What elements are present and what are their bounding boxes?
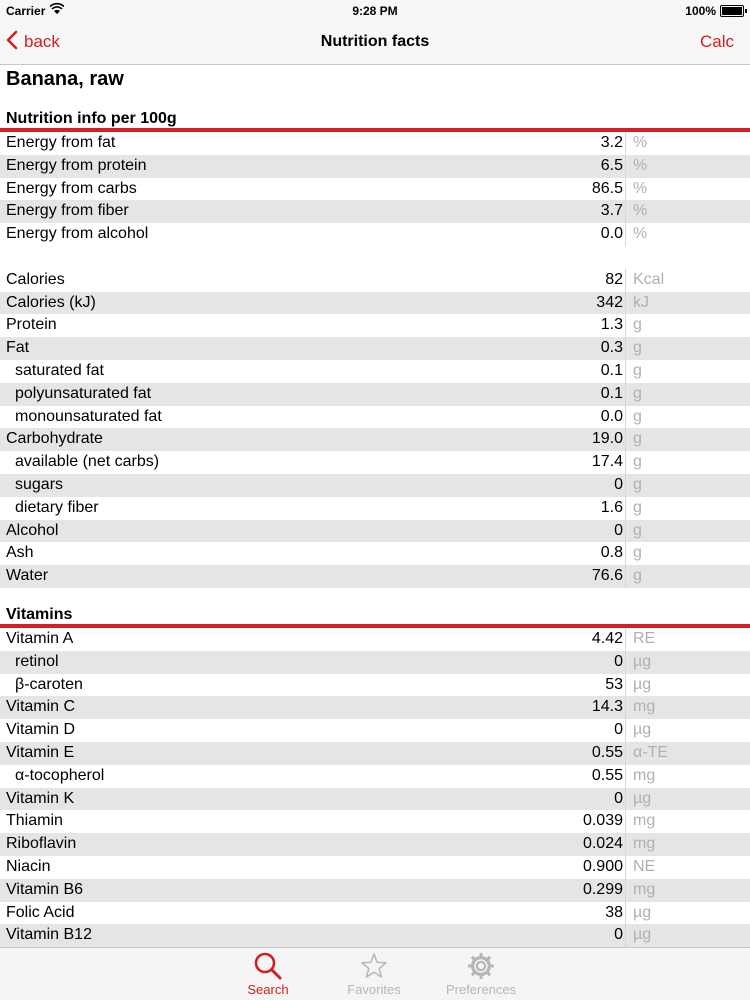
row-unit: % <box>625 178 647 201</box>
row-label: polyunsaturated fat <box>15 384 152 402</box>
table-row <box>0 651 750 674</box>
table-row <box>0 788 750 811</box>
battery-percent: 100% <box>685 4 716 18</box>
table-row <box>0 269 750 292</box>
row-unit: g <box>625 542 642 565</box>
tab-favorites[interactable] <box>324 950 424 997</box>
table-row <box>0 742 750 765</box>
row-label: Vitamin K <box>6 789 75 807</box>
row-value: 0 <box>614 926 623 944</box>
row-label: Calories (kJ) <box>6 293 96 311</box>
row-unit: g <box>625 337 642 360</box>
row-value: 14.3 <box>591 698 623 716</box>
table-row <box>0 314 750 337</box>
row-unit: mg <box>625 810 655 833</box>
table-row <box>0 155 750 178</box>
row-value: 19.0 <box>591 430 623 448</box>
section-header-vitamins: Vitamins <box>0 600 750 628</box>
row-label: Vitamin B12 <box>6 926 92 944</box>
row-label: Vitamin D <box>6 721 76 739</box>
table-row <box>0 719 750 742</box>
row-label: saturated fat <box>15 361 104 379</box>
row-value: 0.1 <box>600 384 623 402</box>
table-row <box>0 833 750 856</box>
row-value: 342 <box>596 293 623 311</box>
row-unit: mg <box>625 696 655 719</box>
row-unit: kJ <box>625 292 649 315</box>
search-icon <box>218 950 318 982</box>
row-unit: g <box>625 497 642 520</box>
row-unit: g <box>625 383 642 406</box>
table-row <box>0 360 750 383</box>
row-label: Niacin <box>6 857 51 875</box>
row-unit: µg <box>625 674 651 697</box>
row-value: 0 <box>614 521 623 539</box>
nutrients-table <box>0 269 750 588</box>
star-icon <box>324 950 424 982</box>
row-unit: g <box>625 406 642 429</box>
table-row <box>0 674 750 697</box>
row-label: Vitamin C <box>6 698 76 716</box>
tab-search[interactable] <box>218 950 318 997</box>
row-value: 1.6 <box>600 498 623 516</box>
row-value: 0.3 <box>600 339 623 357</box>
table-row <box>0 542 750 565</box>
table-row <box>0 474 750 497</box>
row-unit: g <box>625 360 642 383</box>
row-unit: mg <box>625 765 655 788</box>
row-label: monounsaturated fat <box>15 407 162 425</box>
row-label: β-caroten <box>15 675 83 693</box>
battery-icon <box>720 5 744 17</box>
table-row <box>0 902 750 925</box>
row-unit: g <box>625 428 642 451</box>
table-row <box>0 924 750 947</box>
row-label: Riboflavin <box>6 835 77 853</box>
row-unit: % <box>625 132 647 155</box>
row-label: Folic Acid <box>6 903 75 921</box>
back-label: back <box>24 32 60 51</box>
row-value: 0.1 <box>600 361 623 379</box>
table-row <box>0 337 750 360</box>
row-value: 38 <box>605 903 623 921</box>
row-label: Thiamin <box>6 812 63 830</box>
row-value: 86.5 <box>591 179 623 197</box>
table-row <box>0 292 750 315</box>
row-label: Energy from alcohol <box>6 225 149 243</box>
row-value: 82 <box>605 270 623 288</box>
section-header-nutrition-info: Nutrition info per 100g <box>0 104 750 132</box>
row-value: 3.7 <box>600 202 623 220</box>
row-unit: g <box>625 314 642 337</box>
row-label: retinol <box>15 652 59 670</box>
calc-button[interactable]: Calc <box>699 32 734 51</box>
row-unit: g <box>625 520 642 543</box>
tab-bar <box>0 947 750 1000</box>
nutrition-content[interactable] <box>0 64 750 948</box>
row-unit: µg <box>625 788 651 811</box>
row-value: 0.039 <box>582 812 623 830</box>
carrier-label: Carrier <box>6 4 46 18</box>
row-unit: NE <box>625 856 655 879</box>
row-value: 0.8 <box>600 544 623 562</box>
table-row <box>0 223 750 246</box>
row-value: 0.299 <box>582 880 623 898</box>
table-row <box>0 383 750 406</box>
row-label: Energy from fiber <box>6 202 129 220</box>
row-value: 76.6 <box>591 567 623 585</box>
row-unit: g <box>625 565 642 588</box>
navigation-bar <box>0 22 750 65</box>
row-unit: µg <box>625 719 651 742</box>
table-row <box>0 451 750 474</box>
row-value: 0.55 <box>591 766 623 784</box>
row-value: 17.4 <box>591 453 623 471</box>
row-unit: g <box>625 474 642 497</box>
row-label: Protein <box>6 316 57 334</box>
row-label: Energy from carbs <box>6 179 137 197</box>
table-row <box>0 406 750 429</box>
row-value: 0.0 <box>600 225 623 243</box>
row-unit: µg <box>625 651 651 674</box>
row-value: 6.5 <box>600 156 623 174</box>
table-row <box>0 856 750 879</box>
tab-preferences-label: Preferences <box>445 982 517 997</box>
spacer <box>0 246 750 269</box>
row-label: dietary fiber <box>15 498 99 516</box>
row-label: Carbohydrate <box>6 430 103 448</box>
row-label: sugars <box>15 475 64 493</box>
row-label: Vitamin B6 <box>6 880 84 898</box>
row-value: 0.55 <box>591 743 623 761</box>
row-label: available (net carbs) <box>15 453 160 471</box>
row-label: Energy from fat <box>6 134 116 151</box>
table-row <box>0 565 750 588</box>
tab-preferences[interactable] <box>431 950 531 997</box>
row-value: 1.3 <box>600 316 623 334</box>
row-label: Vitamin E <box>6 743 75 761</box>
status-bar <box>0 0 750 22</box>
row-label: Ash <box>6 544 34 562</box>
vitamins-table <box>0 628 750 947</box>
row-label: α-tocopherol <box>15 766 105 784</box>
row-unit: µg <box>625 924 651 947</box>
row-unit: mg <box>625 833 655 856</box>
row-unit: µg <box>625 902 651 925</box>
row-label: Fat <box>6 339 30 357</box>
row-unit: α-TE <box>625 742 668 765</box>
table-row <box>0 497 750 520</box>
table-row <box>0 810 750 833</box>
row-value: 0 <box>614 789 623 807</box>
table-row <box>0 765 750 788</box>
row-value: 0 <box>614 652 623 670</box>
row-unit: g <box>625 451 642 474</box>
row-label: Vitamin A <box>6 629 74 647</box>
page-title: Nutrition facts <box>320 33 430 50</box>
row-value: 4.42 <box>591 629 623 647</box>
row-value: 3.2 <box>600 134 623 151</box>
row-value: 0 <box>614 475 623 493</box>
row-value: 0.0 <box>600 407 623 425</box>
row-unit: Kcal <box>625 269 664 292</box>
table-row <box>0 428 750 451</box>
row-value: 0.900 <box>582 857 623 875</box>
clock: 9:28 PM <box>352 4 398 18</box>
gear-icon <box>431 950 531 982</box>
tab-search-label: Search <box>247 982 289 997</box>
energy-table <box>0 132 750 246</box>
row-unit: RE <box>625 628 655 651</box>
row-unit: mg <box>625 879 655 902</box>
row-label: Water <box>6 567 49 585</box>
table-row <box>0 696 750 719</box>
table-row <box>0 178 750 201</box>
row-unit: % <box>625 155 647 178</box>
tab-favorites-label: Favorites <box>347 982 401 997</box>
table-row <box>0 879 750 902</box>
row-value: 0 <box>614 721 623 739</box>
row-unit: % <box>625 200 647 223</box>
row-label: Calories <box>6 270 65 288</box>
row-value: 53 <box>605 675 623 693</box>
table-row <box>0 628 750 651</box>
food-name: Banana, raw <box>6 68 124 90</box>
row-label: Energy from protein <box>6 156 147 174</box>
row-label: Alcohol <box>6 521 59 539</box>
table-row <box>0 520 750 543</box>
row-value: 0.024 <box>582 835 623 853</box>
table-row <box>0 132 750 155</box>
table-row <box>0 200 750 223</box>
row-unit: % <box>625 223 647 246</box>
